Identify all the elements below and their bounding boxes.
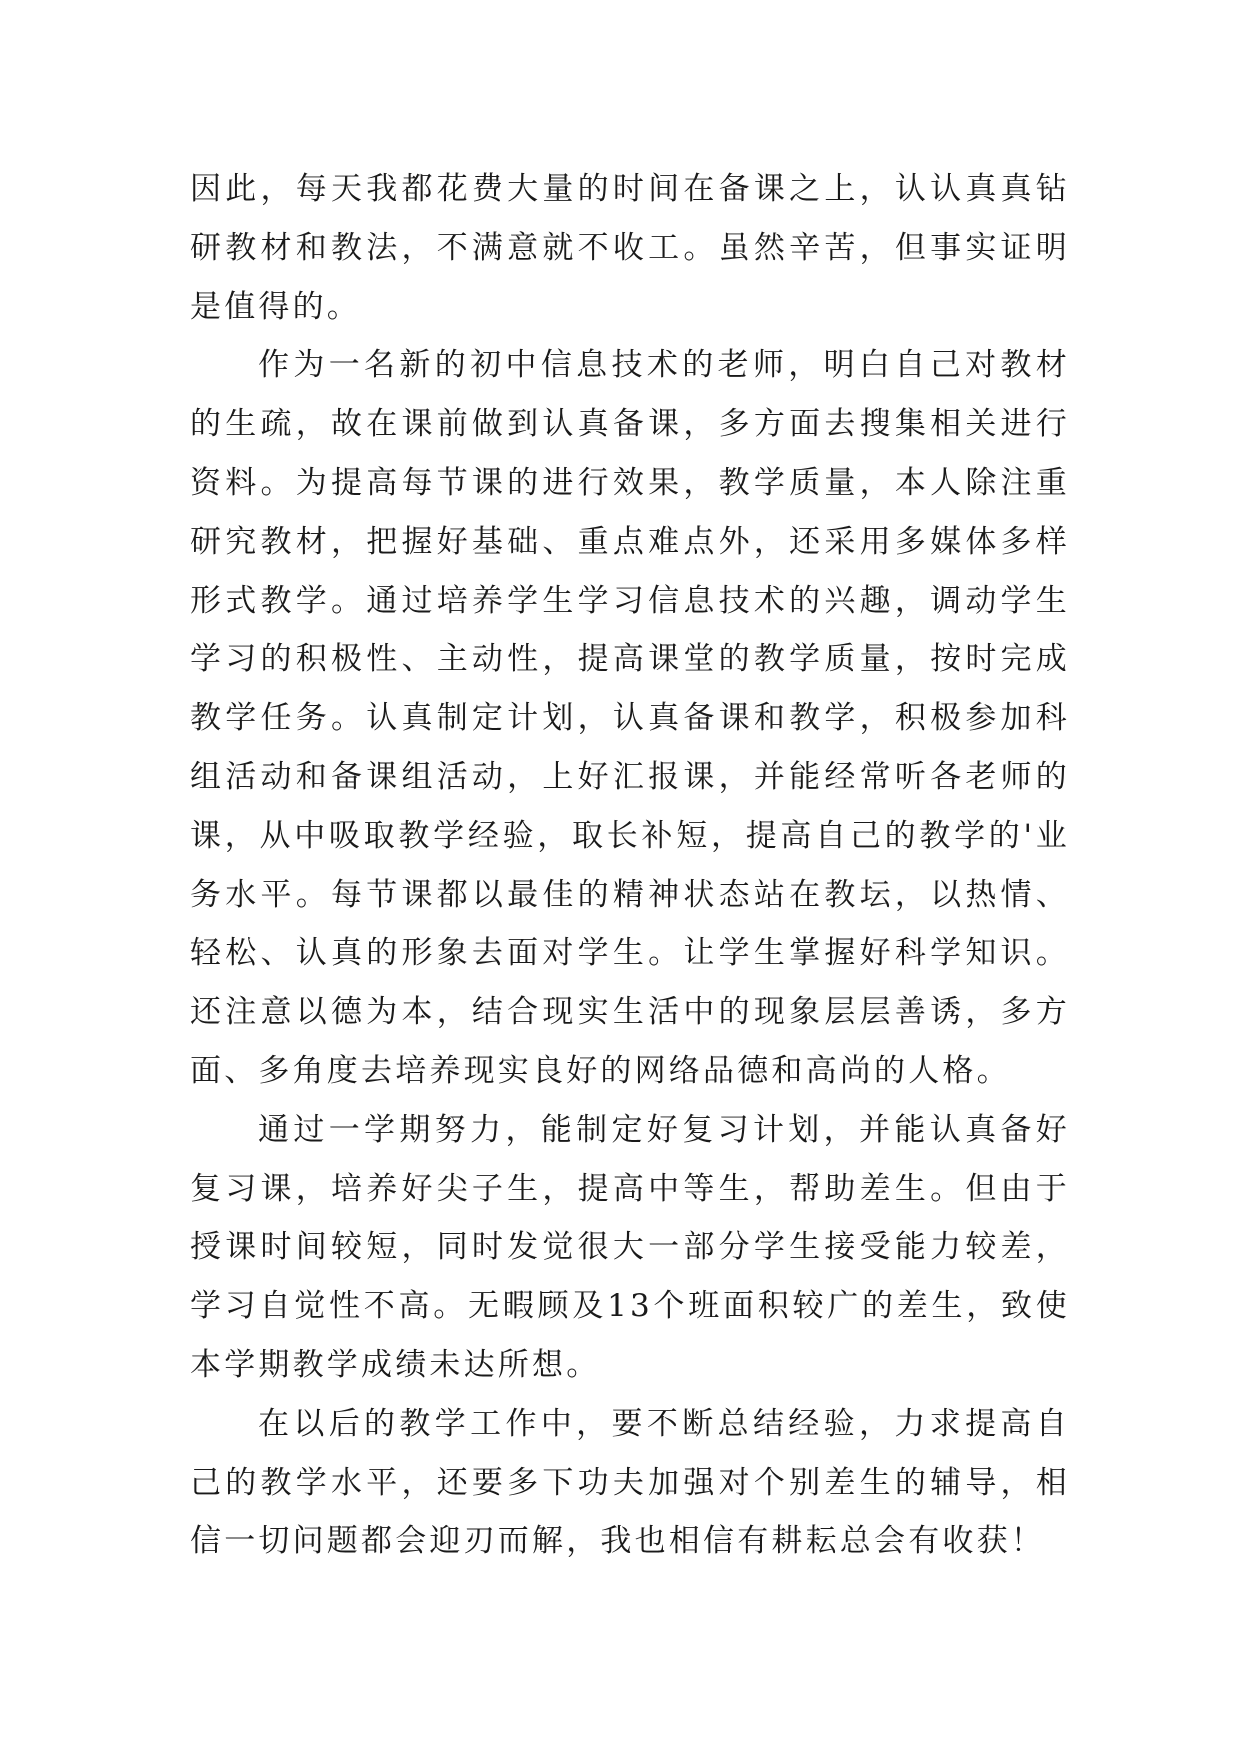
paragraph-4: 在以后的教学工作中，要不断总结经验，力求提高自己的教学水平，还要多下功夫加强对个别差生的辅导，相信一切问题都会迎刃而解，我也相信有耕耘总会有收获！ bbox=[190, 1405, 1070, 1560]
paragraph-1: 因此，每天我都花费大量的时间在备课之上，认认真真钻研教材和教法，不满意就不收工。虽然辛苦，但事实证明是值得的。 bbox=[190, 171, 1070, 325]
paragraph-2: 作为一名新的初中信息技术的老师，明白自己对教材的生疏，故在课前做到认真备课，多方面去搜集相关进行资料。为提高每节课的进行效果，教学质量，本人除注重研究教材，把握好基础、重点难点外，还采用多媒体多样形式教学。通过培养学生学习信息技术的兴趣，调动学生学习的积极性、主动性，提高课堂的教学质量，按时完成教学任务。认真制定计划，认真备课和教学，积极参加科组活动和备课组活动，上好汇报课，并能经常听各老师的课，从中吸取教学经验，取长补短，提高自己的教学的'业务水平。每节课都以最佳的精神状态站在教坛，以热情、轻松、认真的形象去面对学生。让学生掌握好科学知识。还注意以德为本，结合现实生活中的现象层层善诱，多方面、多角度去培养现实良好的网络品德和高尚的人格。 bbox=[190, 347, 1070, 1089]
document-body bbox=[190, 160, 1070, 1571]
paragraph-3: 通过一学期努力，能制定好复习计划，并能认真备好复习课，培养好尖子生，提高中等生，帮助差生。但由于授课时间较短，同时发觉很大一部分学生接受能力较差，学习自觉性不高。无暇顾及13个班面积较广的差生，致使本学期教学成绩未达所想。 bbox=[190, 1111, 1070, 1383]
